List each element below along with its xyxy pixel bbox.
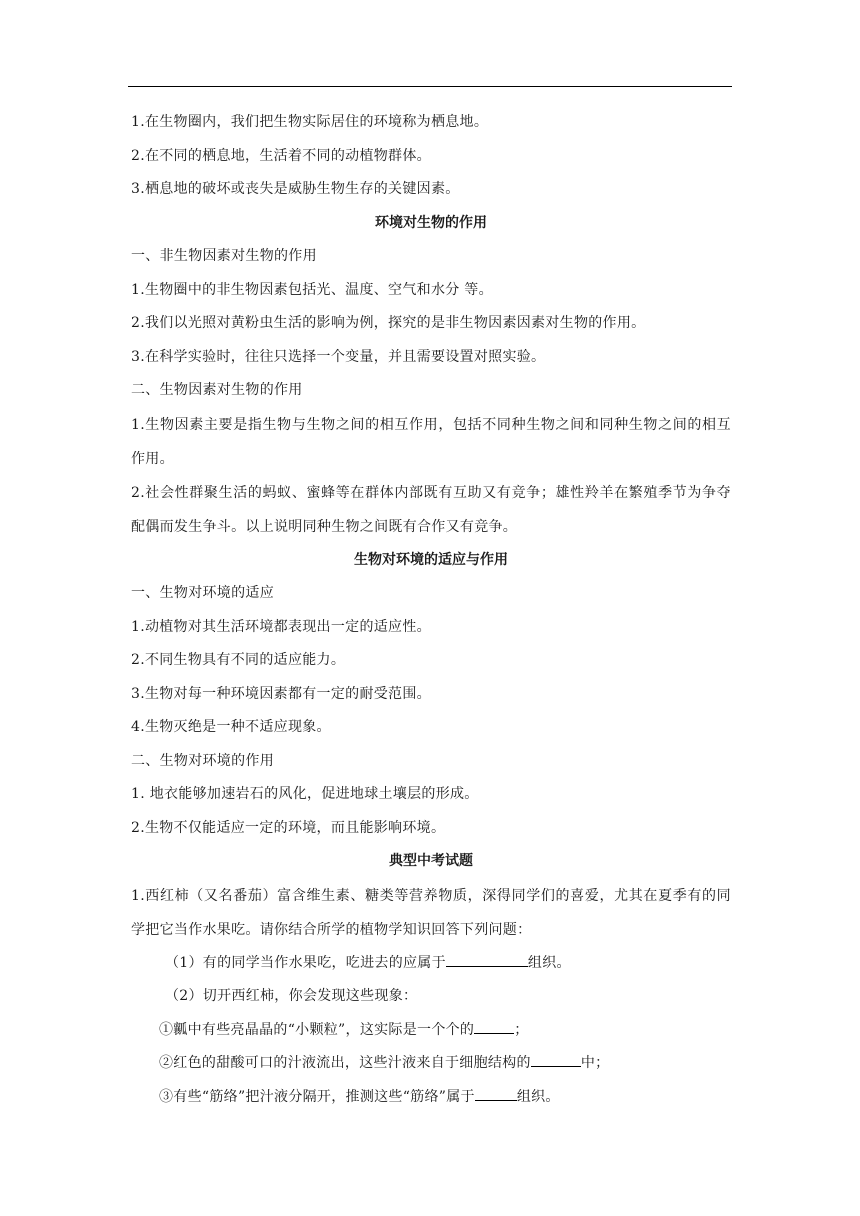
adaptation-item-1: 1.动植物对其生活环境都表现出一定的适应性。 [131, 618, 431, 635]
item-2-text: ②红色的甜酸可口的汁液流出，这些汁液来自于细胞结构的 [159, 1055, 531, 1071]
subsection-title-abiotic: 一、非生物因素对生物的作用 [131, 248, 317, 264]
subsection-title-biotic: 二、生物因素对生物的作用 [131, 382, 303, 398]
subsection-title-influence: 二、生物对环境的作用 [131, 752, 274, 769]
section-title-adaptation: 生物对环境的适应与作用 [354, 551, 508, 568]
answer-blank-1[interactable] [446, 952, 528, 967]
abiotic-item-2: 2.我们以光照对黄粉虫生活的影响为例，探究的是非生物因素因素对生物的作用。 [131, 315, 646, 331]
adaptation-item-2: 2.不同生物具有不同的适应能力。 [131, 652, 346, 668]
question-1-part-1-text: （1）有的同学当作水果吃，吃进去的应属于 [165, 954, 446, 971]
question-1-stem: 1.西红柿（又名番茄）富含维生素、糖类等营养物质，深得同学们的喜爱，尤其在夏季有的同学把它当作水果吃。请你结合所学的植物学知识回答下列问题： [131, 887, 731, 938]
adaptation-item-3: 3.生物对每一种环境因素都有一定的耐受范围。 [131, 685, 431, 702]
section-title-environment-on-organisms: 环境对生物的作用 [375, 214, 487, 231]
question-1-part-1 [131, 947, 731, 981]
abiotic-item-1: 1.生物圈中的非生物因素包括光、温度、空气和水分 等。 [131, 281, 493, 298]
intro-item-3: 3.栖息地的破坏或丧失是威胁生物生存的关键因素。 [131, 181, 460, 197]
question-1-part-2: （2）切开西红柿，你会发现这些现象： [165, 988, 418, 1004]
answer-blank-3[interactable] [531, 1052, 581, 1067]
question-1-part-2-item-1 [131, 1014, 731, 1048]
section-title-exam-questions: 典型中考试题 [389, 853, 473, 869]
question-1-part-2-item-2 [131, 1047, 731, 1081]
intro-item-1: 1.在生物圈内，我们把生物实际居住的环境称为栖息地。 [131, 114, 489, 130]
item-2-suffix: 中； [580, 1055, 610, 1071]
question-1-part-2-item-3 [131, 1081, 731, 1115]
item-1-suffix: ； [514, 1021, 529, 1038]
answer-blank-2[interactable] [474, 1019, 514, 1034]
header-rule [128, 86, 732, 87]
subsection-title-adaptation: 一、生物对环境的适应 [131, 585, 274, 601]
item-3-text: ③有些“筋络”把汁液分隔开，推测这些“筋络”属于 [159, 1088, 475, 1105]
item-3-suffix: 组织。 [516, 1088, 560, 1105]
document-content [131, 106, 731, 1114]
question-1-part-1-suffix: 组织。 [527, 954, 571, 971]
influence-item-2: 2.生物不仅能适应一定的环境，而且能影响环境。 [131, 819, 446, 836]
abiotic-item-3: 3.在科学实验时，往往只选择一个变量，并且需要设置对照实验。 [131, 348, 546, 365]
biotic-item-2: 2.社会性群聚生活的蚂蚁、蜜蜂等在群体内部既有互助又有竞争；雄性羚羊在繁殖季节为争夺配偶而发生争斗。以上说明同种生物之间既有合作又有竞争。 [131, 484, 731, 535]
adaptation-item-4: 4.生物灭绝是一种不适应现象。 [131, 719, 331, 735]
intro-item-2: 2.在不同的栖息地，生活着不同的动植物群体。 [131, 147, 431, 164]
biotic-item-1: 1.生物因素主要是指生物与生物之间的相互作用，包括不同种生物之间和同种生物之间的相互作用。 [131, 416, 731, 467]
answer-blank-4[interactable] [475, 1086, 517, 1101]
item-1-text: ①瓤中有些亮晶晶的“小颗粒”，这实际是一个个的 [159, 1021, 475, 1038]
influence-item-1: 1. 地衣能够加速岩石的风化，促进地球土壤层的形成。 [131, 786, 479, 802]
